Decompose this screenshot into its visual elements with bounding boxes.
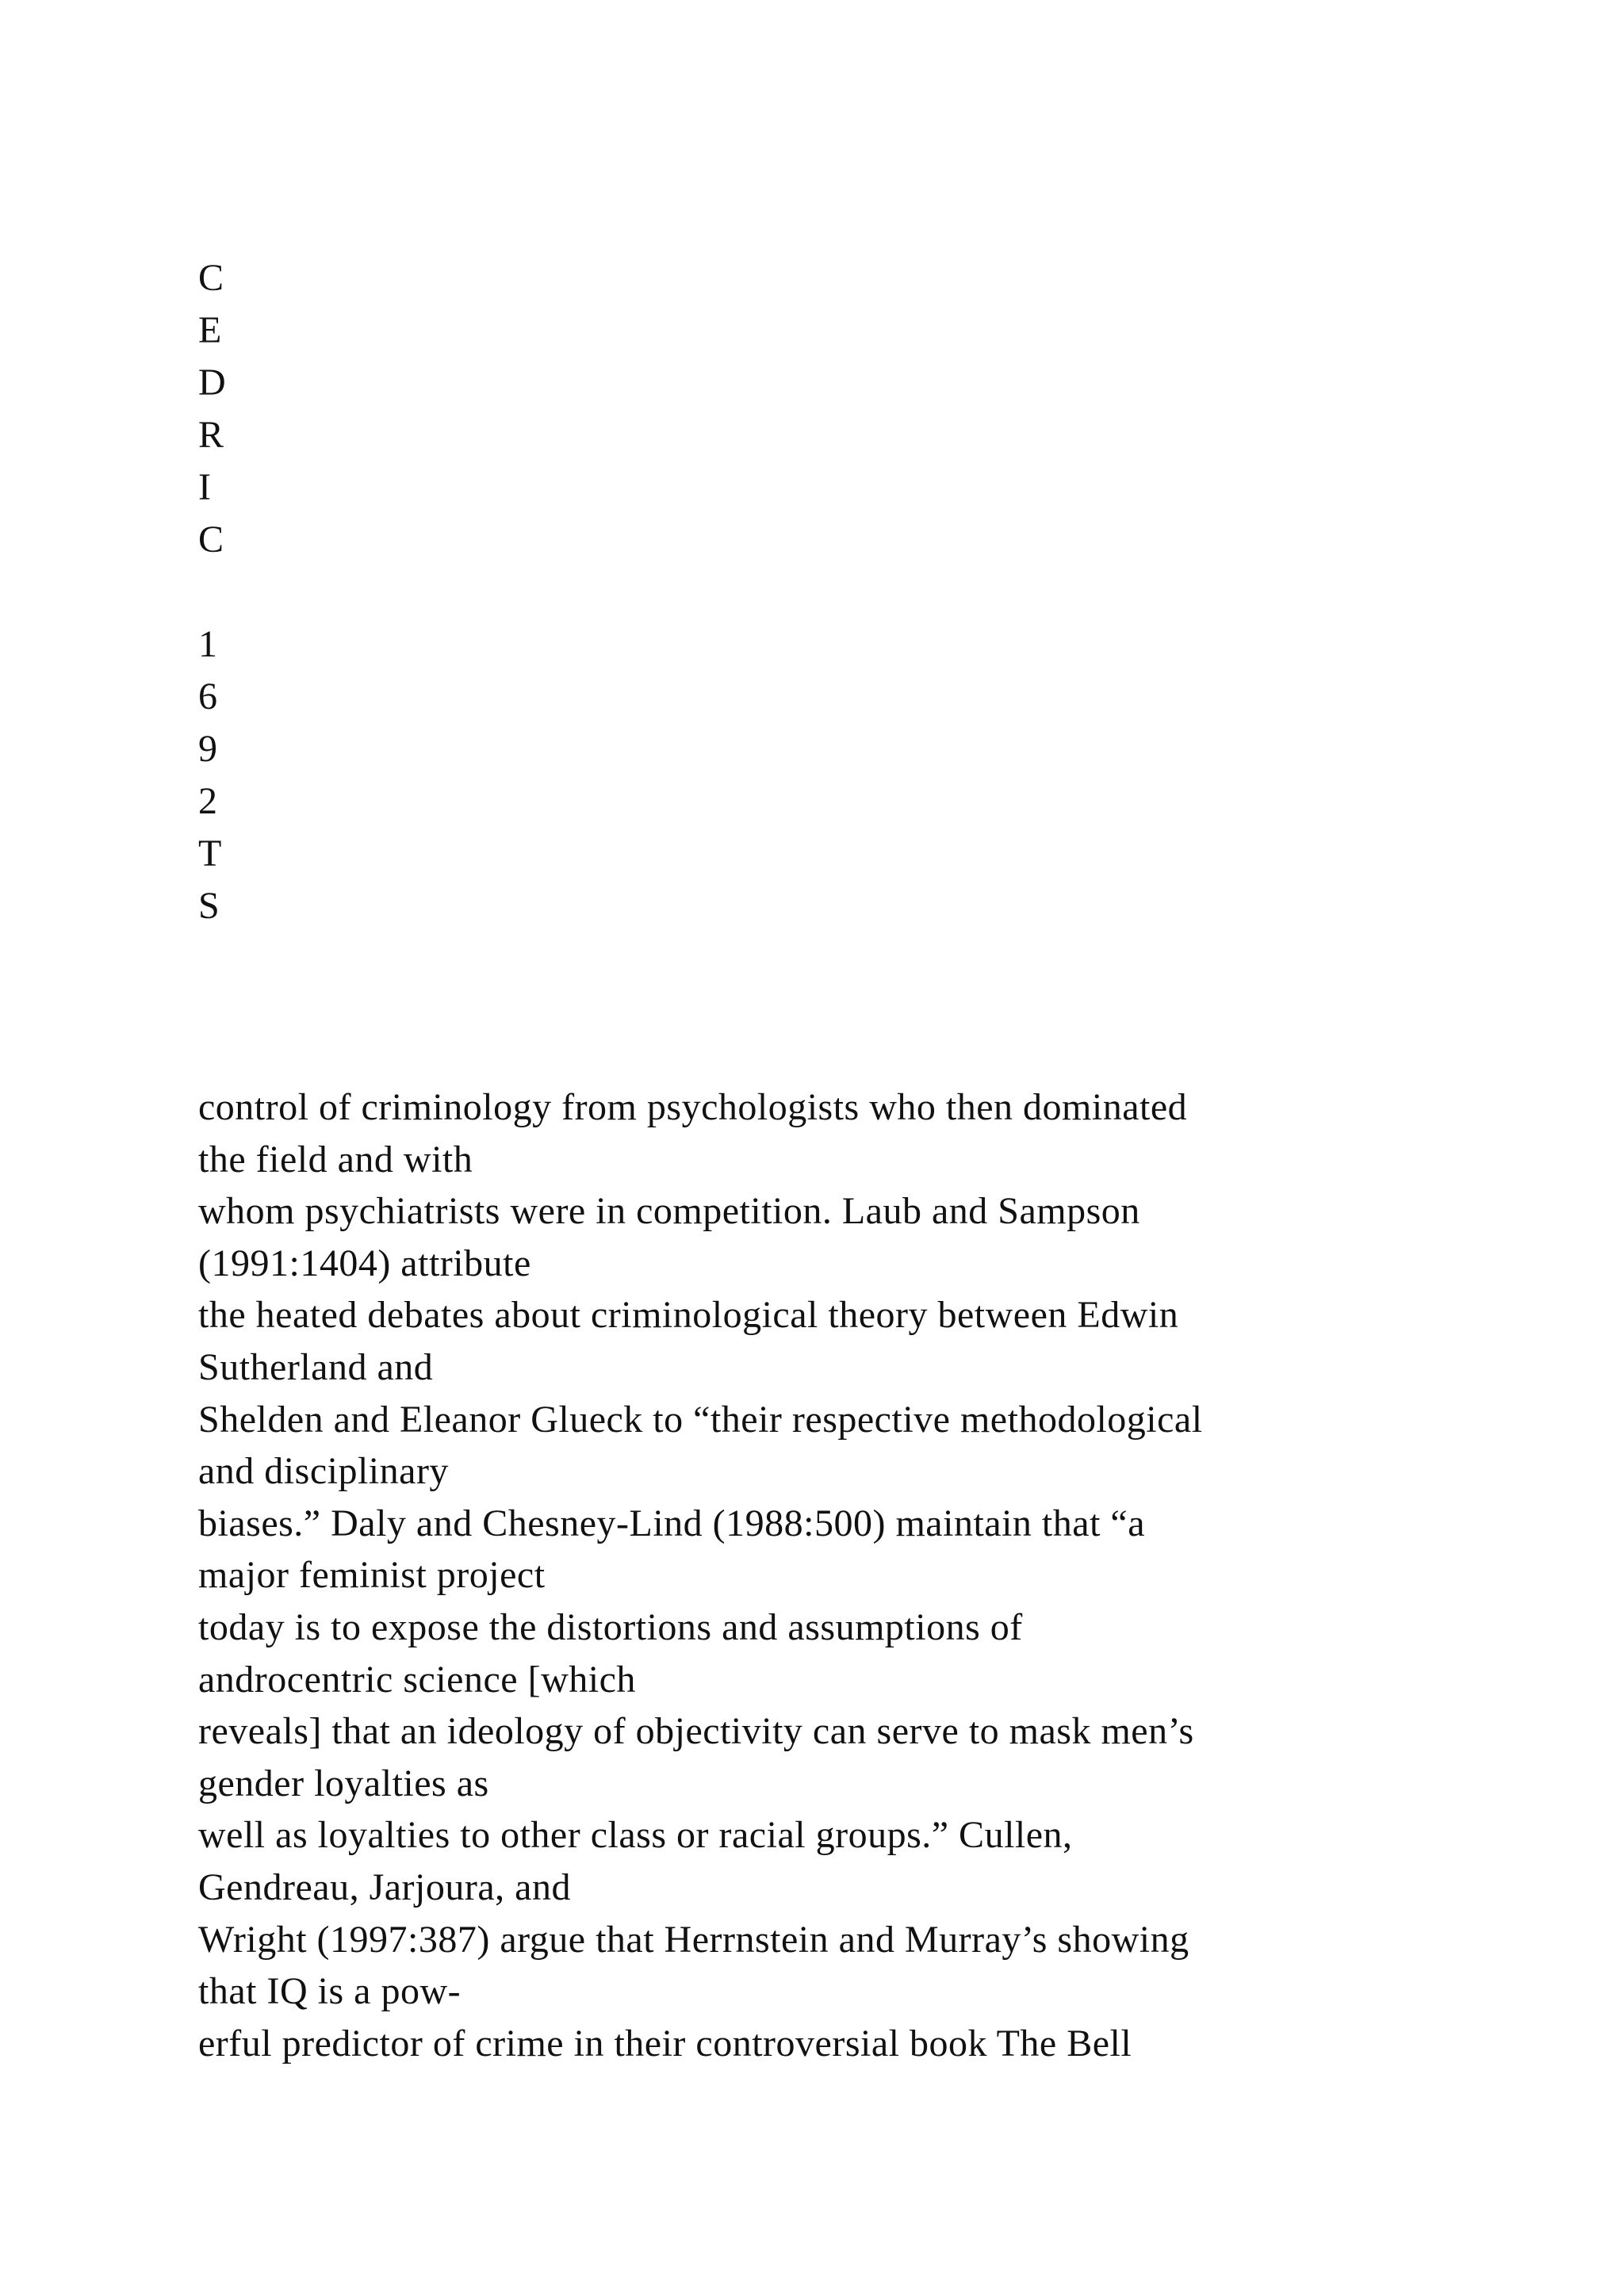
vertical-letter: I [198, 466, 211, 508]
text-line: today is to expose the distortions and assumptions of [198, 1605, 1023, 1648]
vertical-letter: C [198, 257, 224, 299]
vertical-letter-gap [198, 566, 226, 618]
text-line: control of criminology from psychologists who then dominated [198, 1086, 1188, 1128]
text-line: the heated debates about criminological theory between Edwin [198, 1294, 1179, 1337]
text-line: erful predictor of crime in their controversial book The Bell [198, 2022, 1132, 2064]
text-line: Shelden and Eleanor Glueck to “their respective methodological [198, 1398, 1203, 1441]
vertical-letter: E [198, 309, 222, 351]
vertical-letter: S [198, 885, 220, 927]
body-paragraph [198, 1081, 1546, 2069]
text-line: Wright (1997:387) argue that Herrnstein and Murray’s showing [198, 1918, 1189, 1961]
vertical-letter: 6 [198, 675, 217, 718]
text-line: that IQ is a pow- [198, 1970, 462, 2013]
text-line: whom psychiatrists were in competition. Laub and Sampson [198, 1190, 1140, 1233]
text-line: major feminist project [198, 1554, 546, 1597]
text-line: Gendreau, Jarjoura, and [198, 1866, 571, 1908]
text-line: androcentric science [which [198, 1658, 636, 1701]
vertical-letter: D [198, 362, 226, 404]
text-line: Sutherland and [198, 1345, 434, 1388]
text-line: and disciplinary [198, 1450, 449, 1493]
vertical-letter: R [198, 414, 224, 456]
text-line: the field and with [198, 1138, 473, 1181]
text-line: reveals] that an ideology of objectivity can serve to mask men’s [198, 1710, 1194, 1753]
text-line: gender loyalties as [198, 1762, 489, 1804]
vertical-letter: T [198, 832, 222, 874]
text-line: well as loyalties to other class or racial groups.” Cullen, [198, 1814, 1073, 1857]
vertical-letter: 2 [198, 780, 217, 822]
vertical-watermark-text [198, 252, 226, 932]
vertical-letter: 1 [198, 623, 217, 665]
text-line: (1991:1404) attribute [198, 1242, 531, 1284]
vertical-letter: C [198, 519, 224, 561]
text-line: biases.” Daly and Chesney-Lind (1988:500) maintain that “a [198, 1502, 1146, 1544]
vertical-letter: 9 [198, 728, 217, 770]
